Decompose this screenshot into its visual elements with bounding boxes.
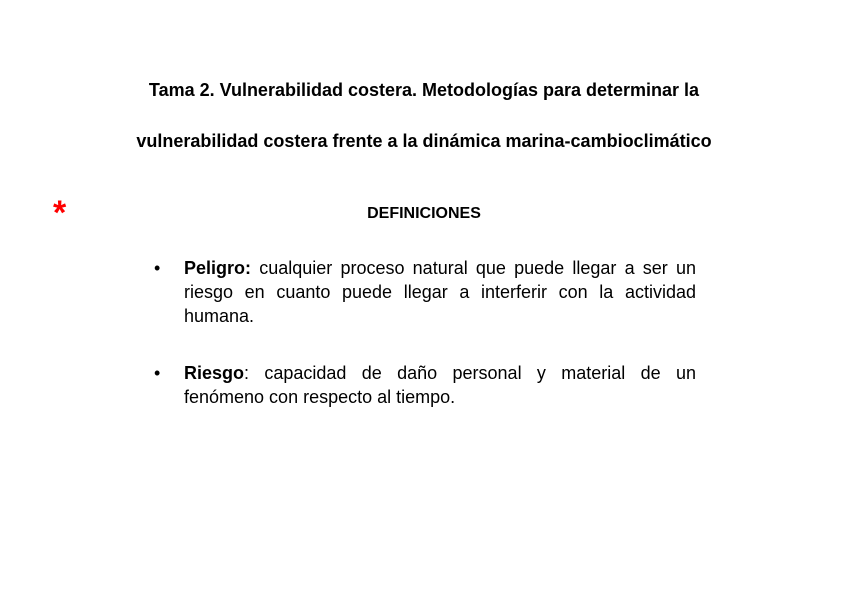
- definition-term: Riesgo: [184, 363, 245, 383]
- definition-term: Peligro:: [184, 258, 252, 278]
- definition-text: cualquier proceso natural que puede llegar a ser un riesgo en cuanto puede llegar a interferir con la actividad humana.: [184, 258, 696, 326]
- definition-item-peligro: [150, 256, 696, 328]
- section-heading: DEFINICIONES: [367, 205, 481, 222]
- bullet-icon: •: [154, 363, 161, 383]
- bullet-icon: •: [154, 258, 161, 278]
- red-asterisk-marker: *: [53, 194, 67, 232]
- title-line-1: Tama 2. Vulnerabilidad costera. Metodologías para determinar la: [148, 80, 700, 100]
- title-line-2: vulnerabilidad costera frente a la dinámica marina-cambioclimático: [136, 131, 712, 151]
- definition-item-riesgo: [150, 361, 696, 409]
- definitions-list: [150, 256, 696, 409]
- definition-text: : capacidad de daño personal y material de un fenómeno con respecto al tiempo.: [184, 363, 696, 407]
